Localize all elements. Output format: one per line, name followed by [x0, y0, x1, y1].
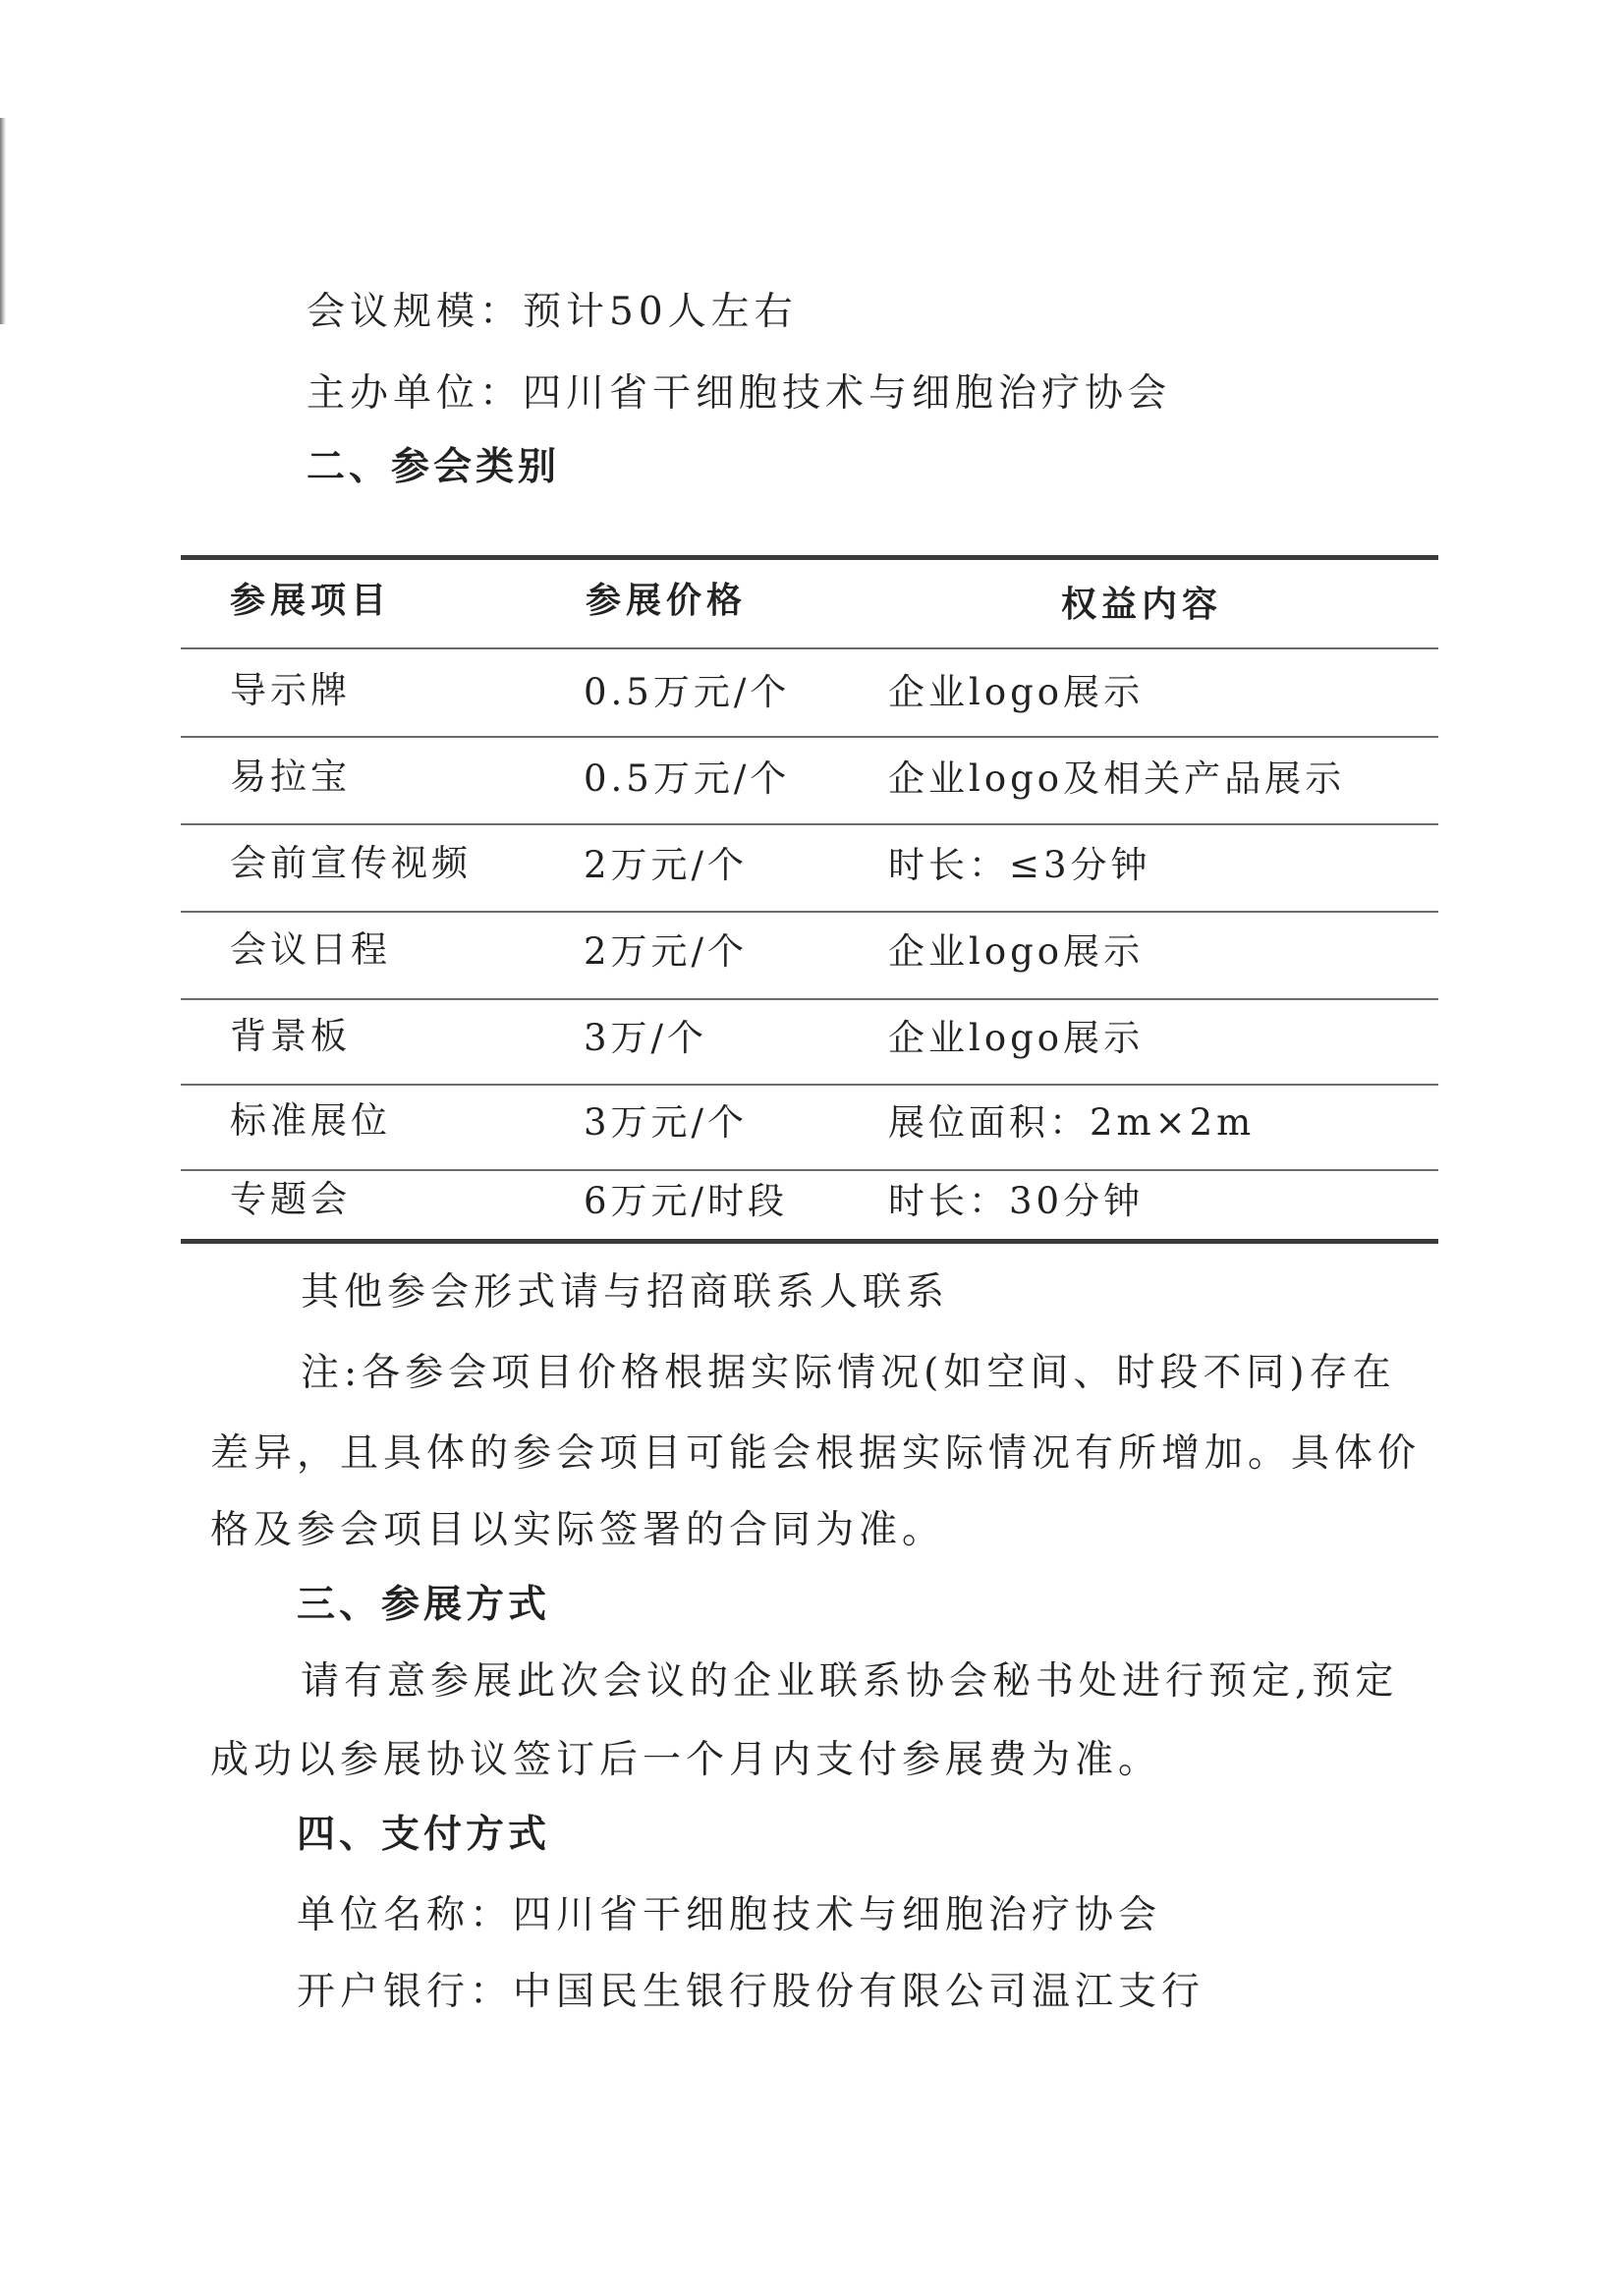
scan-edge-shadow — [0, 118, 6, 324]
organizer: 主办单位：四川省干细胞技术与细胞治疗协会 — [307, 371, 1172, 416]
table-rule — [181, 1084, 1438, 1086]
row-item: 会议日程 — [230, 928, 391, 971]
table-top-rule — [181, 555, 1438, 560]
exhibit-method-line-1: 请有意参展此次会议的企业联系协会秘书处进行预定,预定 — [301, 1659, 1399, 1704]
other-contact-note: 其他参会形式请与招商联系人联系 — [301, 1270, 950, 1315]
row-benefit: 展位面积：2m×2m — [888, 1101, 1256, 1144]
row-price: 3万/个 — [584, 1017, 708, 1059]
section-4-heading: 四、支付方式 — [297, 1813, 551, 1857]
row-item: 专题会 — [230, 1178, 351, 1220]
price-note-line-3: 格及参会项目以实际签署的合同为准。 — [210, 1508, 946, 1552]
row-item: 标准展位 — [230, 1099, 391, 1142]
header-price: 参展价格 — [586, 581, 748, 621]
table-bottom-rule — [181, 1239, 1438, 1244]
table-rule — [181, 736, 1438, 738]
row-benefit: 时长：≤3分钟 — [888, 844, 1151, 886]
header-item: 参展项目 — [230, 581, 392, 621]
row-item: 导示牌 — [230, 669, 351, 711]
row-benefit: 企业logo展示 — [888, 1017, 1145, 1059]
row-item: 会前宣传视频 — [230, 842, 472, 884]
row-price: 2万元/个 — [584, 930, 749, 973]
price-note-line-1: 注:各参会项目价格根据实际情况(如空间、时段不同)存在 — [301, 1351, 1396, 1395]
exhibit-method-line-2: 成功以参展协议签订后一个月内支付参展费为准。 — [210, 1738, 1162, 1782]
row-price: 0.5万元/个 — [584, 757, 791, 800]
row-item: 背景板 — [230, 1015, 351, 1057]
row-item: 易拉宝 — [230, 756, 351, 798]
row-benefit: 时长：30分钟 — [888, 1180, 1145, 1222]
row-benefit: 企业logo及相关产品展示 — [888, 757, 1346, 800]
table-rule — [181, 823, 1438, 825]
row-benefit: 企业logo展示 — [888, 930, 1145, 973]
table-rule — [181, 998, 1438, 1000]
row-price: 0.5万元/个 — [584, 671, 791, 713]
table-rule — [181, 647, 1438, 649]
section-3-heading: 三、参展方式 — [297, 1583, 551, 1627]
row-price: 3万元/个 — [584, 1101, 749, 1144]
price-note-line-2: 差异，且具体的参会项目可能会根据实际情况有所增加。具体价 — [210, 1431, 1422, 1476]
row-benefit: 企业logo展示 — [888, 671, 1145, 713]
payee-bank: 开户银行：中国民生银行股份有限公司温江支行 — [297, 1970, 1205, 2014]
meeting-scale: 会议规模：预计50人左右 — [307, 290, 798, 334]
header-benefit: 权益内容 — [1061, 585, 1223, 625]
row-price: 2万元/个 — [584, 844, 749, 886]
payee-company: 单位名称：四川省干细胞技术与细胞治疗协会 — [297, 1893, 1162, 1937]
table-rule — [181, 1169, 1438, 1171]
row-price: 6万元/时段 — [584, 1180, 789, 1222]
table-rule — [181, 911, 1438, 913]
section-2-heading: 二、参会类别 — [307, 445, 561, 489]
